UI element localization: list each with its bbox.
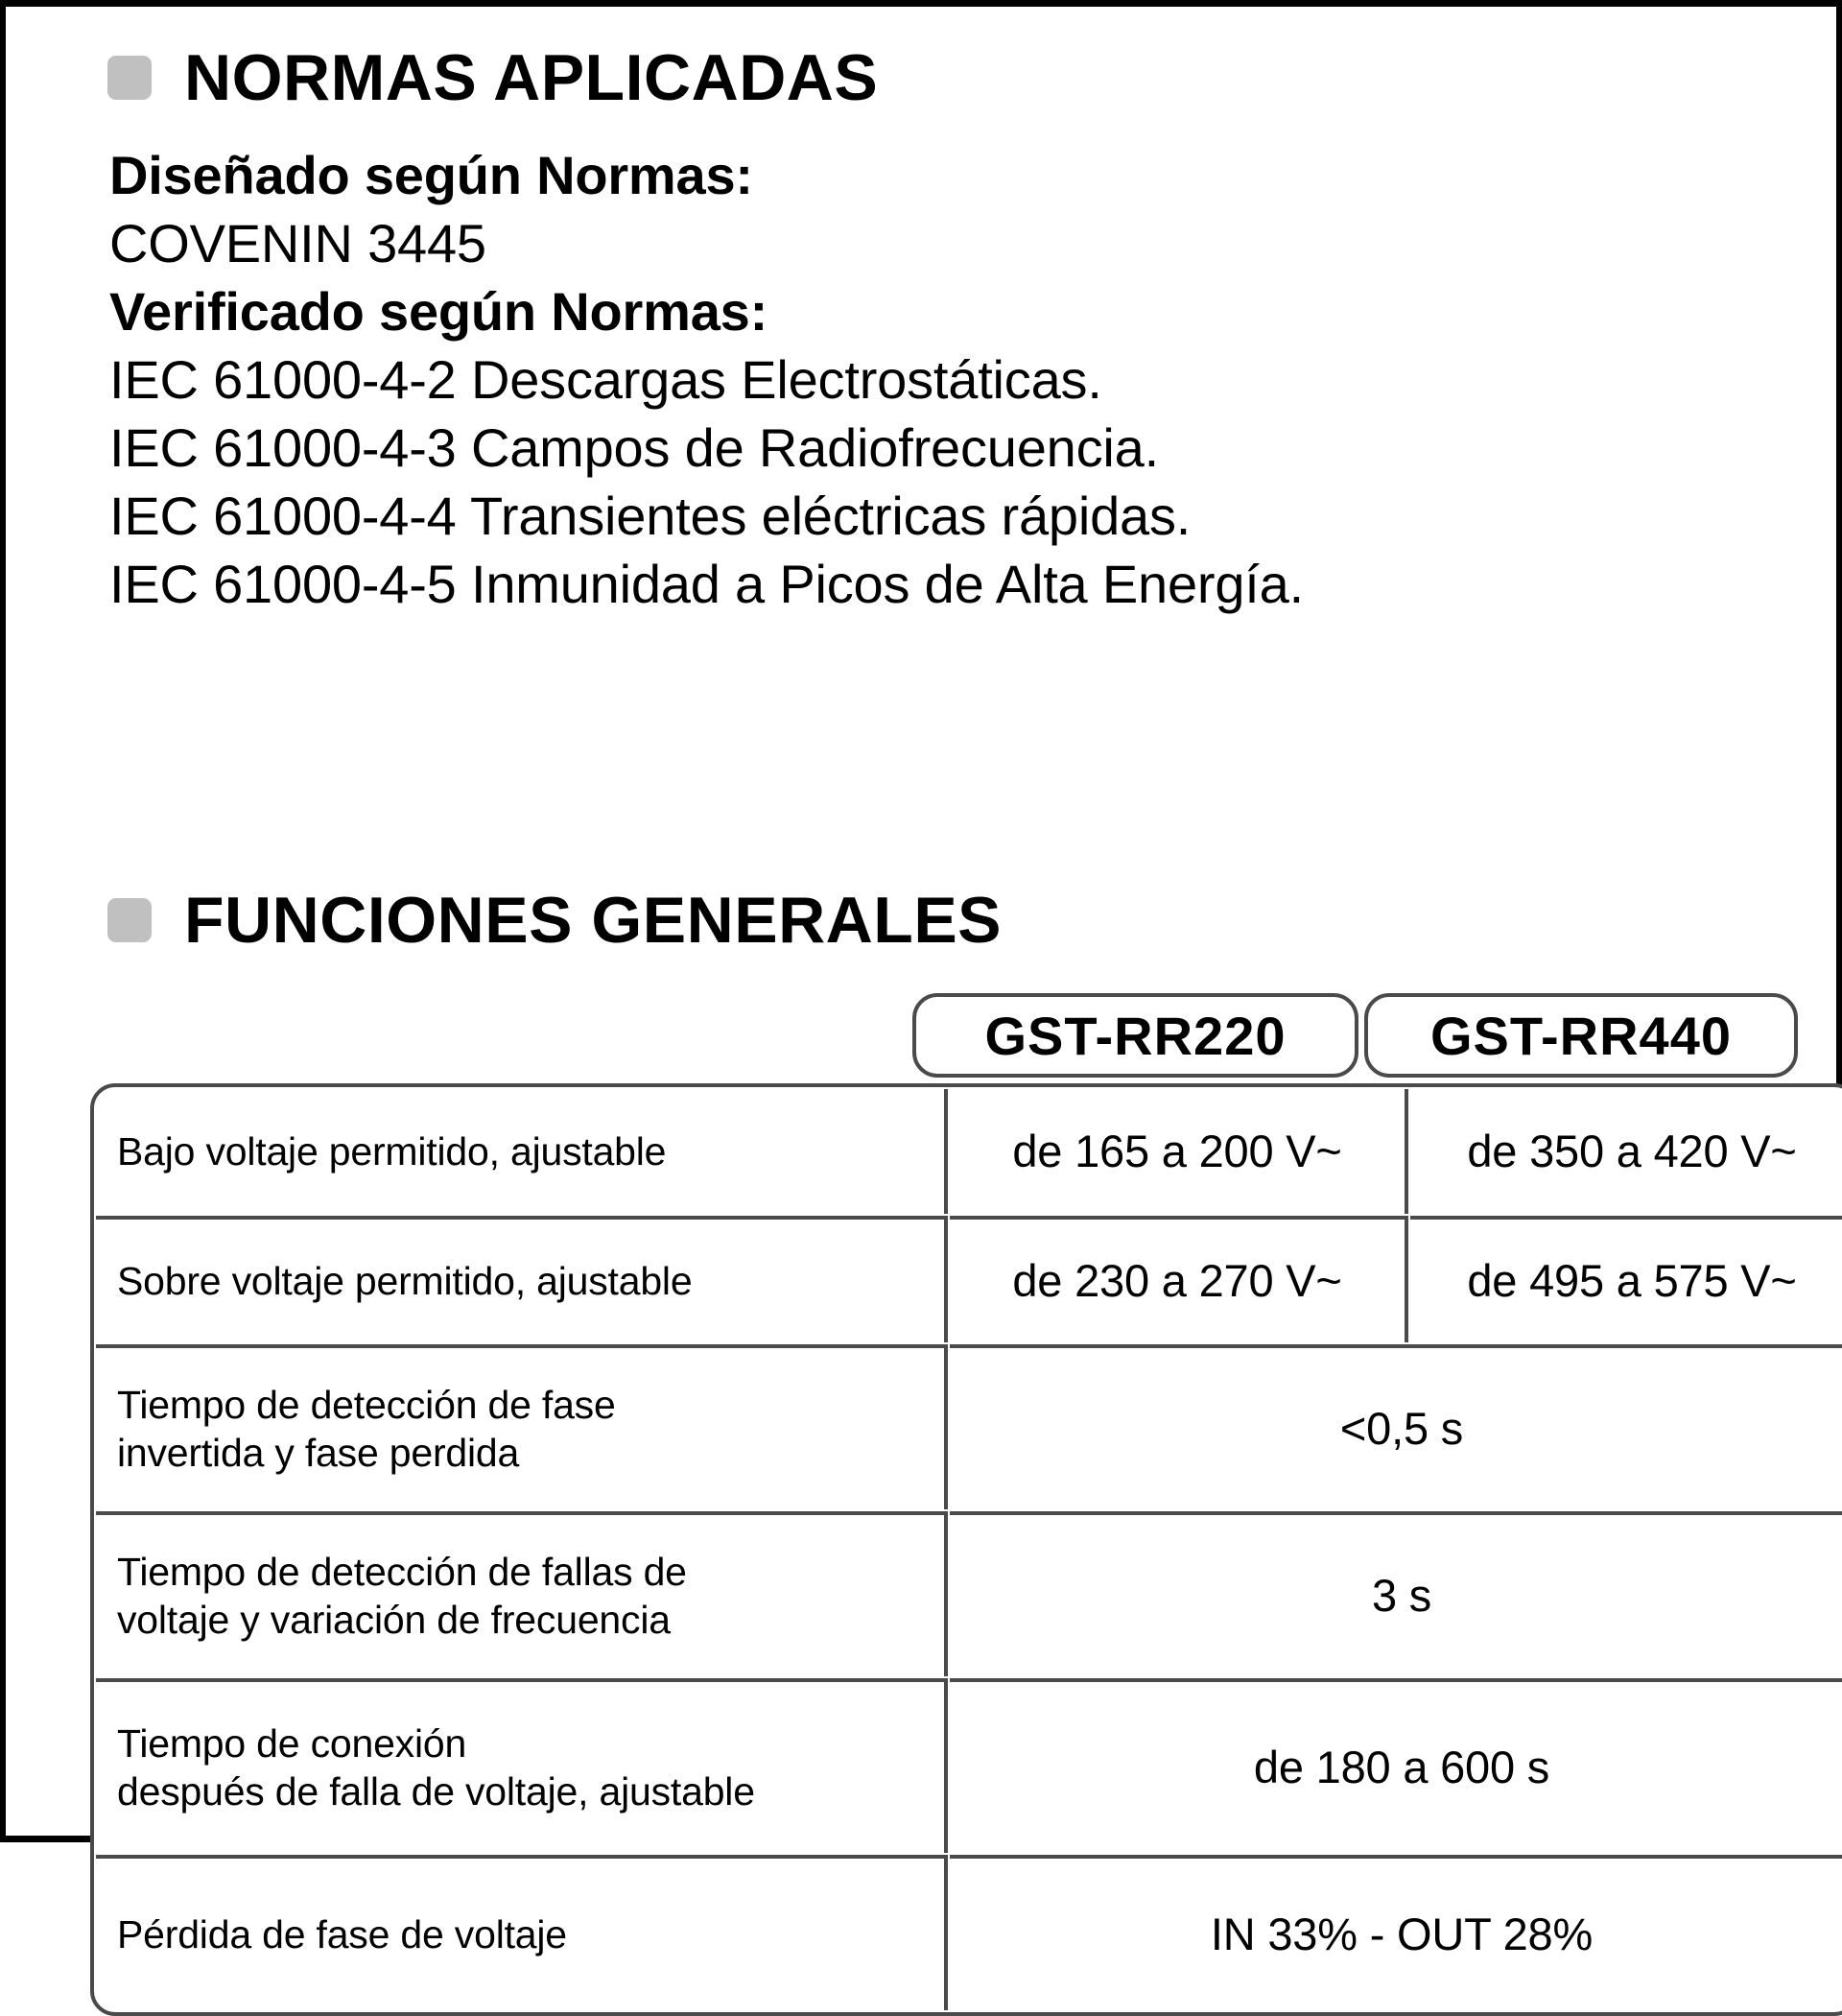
section-header-normas-aplicadas [107,41,879,114]
spec-label-tiempo-deteccion-fase [96,1344,948,1509]
table-row [96,1089,1842,1214]
spec-label-line-2: voltaje y variación de frecuencia [117,1598,671,1642]
spec-label-line-2: después de falla de voltaje, ajustable [117,1769,755,1814]
table-row [96,1216,1842,1342]
spec-label-line-1: Tiempo de detección de fallas de [117,1550,687,1594]
model-tab-label: GST-RR440 [1430,1005,1732,1066]
section-header-funciones-generales [107,884,1003,957]
specifications-table [90,1083,1842,2016]
normas-line-iec-4-5: IEC 61000-4-5 Inmunidad a Picos de Alta Energía. [109,554,1304,614]
model-tab-label: GST-RR220 [984,1005,1287,1066]
spec-value-tiempo-deteccion-fallas: 3 s [950,1511,1842,1676]
specifications-table-container [90,993,1804,2016]
table-row [96,1511,1842,1676]
spec-label-perdida-fase: Pérdida de fase de voltaje [96,1855,948,2010]
normas-line-verificado-label: Verificado según Normas: [109,281,768,342]
gray-rounded-square-icon [107,898,152,942]
normas-line-iec-4-3: IEC 61000-4-3 Campos de Radiofrecuencia. [109,417,1159,478]
spec-label-line-1: Tiempo de detección de fase [117,1383,616,1427]
spec-label-line-1: Tiempo de conexión [117,1721,467,1766]
spec-label-sobre-voltaje: Sobre voltaje permitido, ajustable [96,1216,948,1342]
normas-line-iec-4-4: IEC 61000-4-4 Transientes eléctricas rápidas. [109,486,1192,546]
page-title-funciones-generales: FUNCIONES GENERALES [184,884,1003,957]
spec-value-tiempo-conexion: de 180 a 600 s [950,1678,1842,1853]
model-tab-gst-rr440 [1364,993,1798,1078]
spec-value-sobre-voltaje-rr220: de 230 a 270 V~ [950,1216,1408,1342]
table-row [96,1855,1842,2010]
table-row [96,1678,1842,1853]
normas-text-block [109,141,1740,618]
spec-value-sobre-voltaje-rr440: de 495 a 575 V~ [1410,1216,1842,1342]
spec-value-bajo-voltaje-rr220: de 165 a 200 V~ [950,1089,1408,1214]
page-title-normas-aplicadas: NORMAS APLICADAS [184,41,879,114]
spec-value-tiempo-deteccion-fase: <0,5 s [950,1344,1842,1509]
spec-value-perdida-fase: IN 33% - OUT 28% [950,1855,1842,2010]
spec-label-bajo-voltaje: Bajo voltaje permitido, ajustable [96,1089,948,1214]
spec-label-line-2: invertida y fase perdida [117,1431,520,1475]
gray-rounded-square-icon [107,56,152,100]
table-row [96,1344,1842,1509]
model-tabs-row [912,993,1804,1079]
spec-value-bajo-voltaje-rr440: de 350 a 420 V~ [1467,1126,1797,1176]
spec-label-tiempo-deteccion-fallas [96,1511,948,1676]
normas-line-covenin: COVENIN 3445 [109,213,486,273]
normas-line-disenado-label: Diseñado según Normas: [109,145,753,205]
normas-line-iec-4-2: IEC 61000-4-2 Descargas Electrostáticas. [109,349,1102,410]
model-tab-gst-rr220 [912,993,1358,1078]
spec-label-tiempo-conexion [96,1678,948,1853]
